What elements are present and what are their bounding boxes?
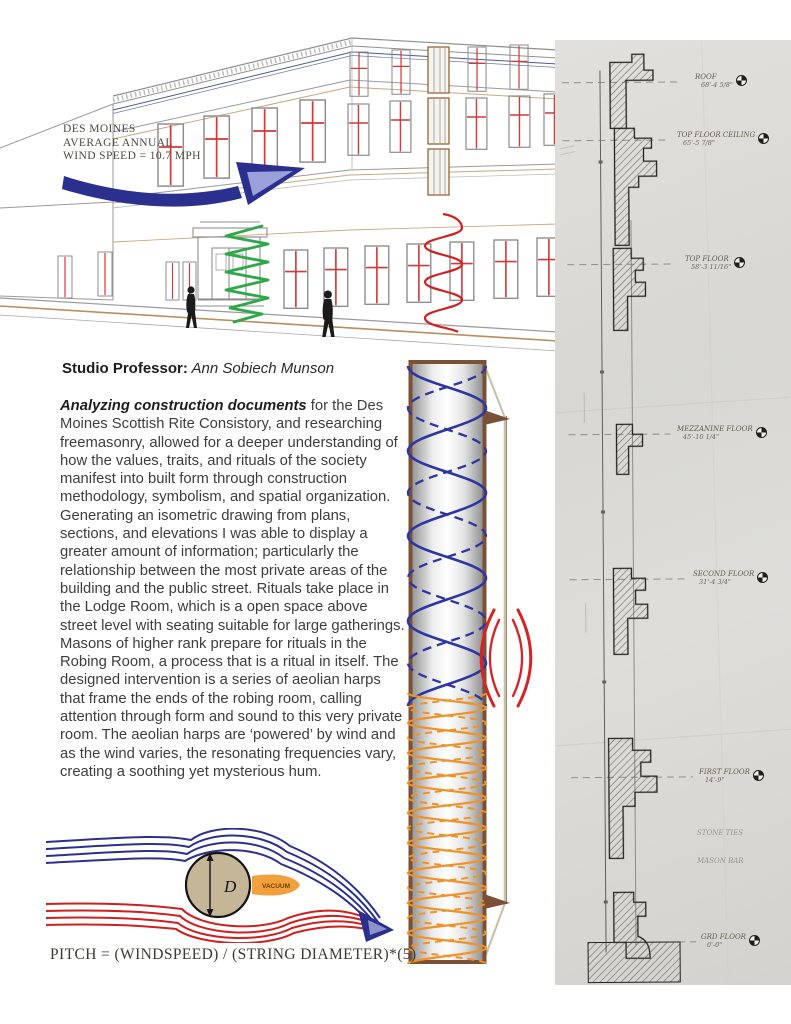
- project-description: [60, 397, 406, 781]
- floor-name: TOP FLOOR CEILING: [677, 131, 756, 139]
- wind-cylinder-diagram: [28, 828, 403, 943]
- flow-arrowhead-icon: [358, 910, 394, 942]
- section-scan-panel: [555, 40, 791, 985]
- vacuum-label: VACUUM: [261, 883, 291, 890]
- wall-section-drawing: [555, 40, 791, 985]
- floor-elevation: 58'-3 11/16": [691, 262, 732, 271]
- green-coil-icon: [226, 226, 268, 322]
- scan-label: [697, 858, 744, 866]
- floor-elevation: 0'-0": [707, 940, 723, 949]
- floor-name: TOP FLOOR: [685, 255, 729, 263]
- pedestrian-figure: [186, 286, 197, 328]
- aeolian-harp-column-diagram: [398, 358, 543, 978]
- floor-name: ROOF: [695, 73, 717, 81]
- professor-name: Ann Sobiech Munson: [187, 360, 335, 377]
- scan-label: [685, 256, 745, 271]
- scan-label: [693, 571, 768, 586]
- section-marker-icon: [749, 935, 760, 946]
- floor-elevation: 68'-4 5/8": [701, 80, 733, 89]
- vacuum-zone: [252, 874, 300, 895]
- wind-note-line: DES MOINES: [63, 123, 136, 135]
- floor-elevation: 31'-4 3/4": [699, 577, 731, 586]
- wind-speed-annotation: [63, 123, 201, 164]
- scan-label: [677, 132, 769, 147]
- description-lead: Analyzing construction documents: [60, 398, 307, 414]
- section-marker-icon: [757, 572, 768, 583]
- floor-elevation: 14'-9": [705, 775, 725, 784]
- scan-label: [699, 769, 764, 784]
- harp-string: [484, 364, 510, 960]
- pitch-formula: PITCH = (WINDSPEED) / (STRING DIAMETER)*(5): [50, 946, 417, 963]
- section-marker-icon: [758, 133, 769, 144]
- scan-label: [701, 934, 760, 949]
- floor-name: FIRST FLOOR: [699, 768, 750, 776]
- floor-name: STONE TIES: [697, 829, 744, 837]
- facade-harp-panels: [428, 47, 449, 195]
- floor-elevation: 45'-10 1/4": [683, 432, 720, 441]
- sidewalk-lines: [0, 298, 558, 351]
- wind-note-line: AVERAGE ANNUAL: [63, 136, 173, 149]
- building-perspective-drawing: [0, 0, 560, 354]
- section-marker-icon: [736, 75, 747, 86]
- side-wall-windows: [58, 252, 112, 298]
- diameter-label: D: [224, 877, 237, 896]
- upper-windows-row2: [348, 94, 560, 155]
- floor-name: GRD FLOOR: [701, 933, 746, 941]
- section-marker-icon: [734, 257, 745, 268]
- scan-label: [697, 830, 743, 838]
- professor-label: Studio Professor:: [62, 360, 188, 377]
- floor-name: MEZZANINE FLOOR: [677, 425, 753, 433]
- floor-name: MASON BAR: [697, 857, 744, 865]
- wind-note-line: WIND SPEED = 10.7 MPH: [63, 150, 201, 162]
- lower-windows-row: [284, 238, 560, 308]
- floor-name: SECOND FLOOR: [693, 570, 755, 578]
- description-text: for the Des Moines Scottish Rite Consistory, and researching freemasonry, allowed for a deeper understanding of how the values, traits, and rituals of the society manifest into built form through construction methodology, symbolism, and spatial organization. Generating an isometric drawing from plans, sections, and elevations I was able to display a greater amount of information; particularly the relationship between the most private areas of the building and the public street. Rituals take place in the Lodge Room, which is a open space above street level with seating suitable for large gatherings. Masons of higher rank prepare for rituals in the Robing Room, a process that is a ritual in itself. The designed intervention is a series of aeolian harps that frame the ends of the robing room, calling attention through form and sound to this very private room. The aeolian harps are ‘powered’ by wind and as the wind varies, the resonating frequencies vary, creating a soothing yet mysterious hum.: [60, 398, 405, 780]
- harp-column-body: [411, 362, 485, 962]
- section-marker-icon: [756, 427, 767, 438]
- section-marker-icon: [753, 770, 764, 781]
- studio-professor-line: [62, 360, 334, 377]
- floor-elevation: 65'-5 7/8": [683, 138, 715, 147]
- scan-label: [677, 426, 767, 441]
- scan-label: [695, 74, 747, 89]
- string-cylinder: [186, 853, 250, 917]
